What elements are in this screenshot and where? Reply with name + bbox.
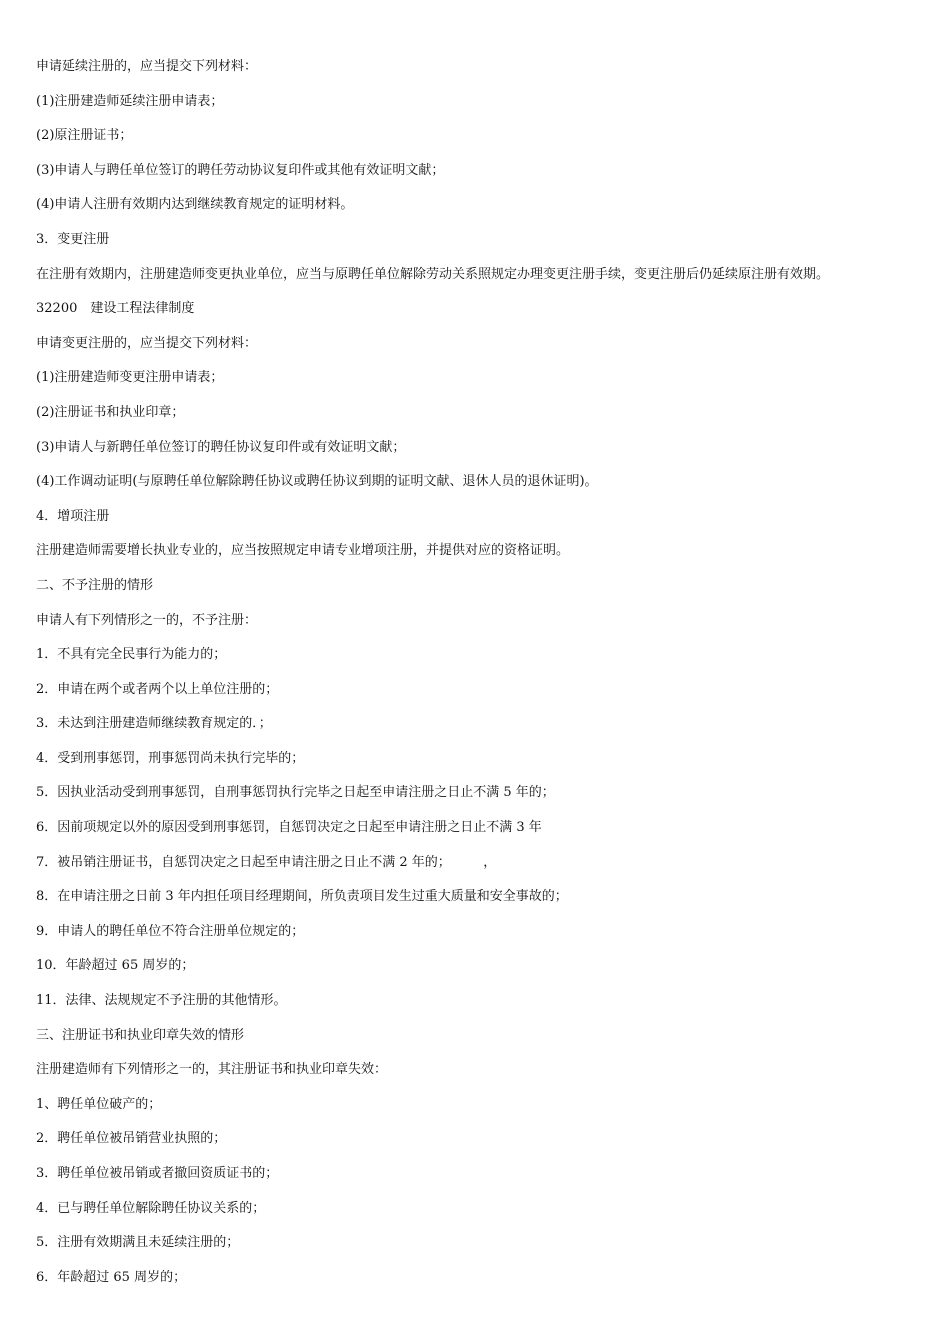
list-item: 2．申请在两个或者两个以上单位注册的； <box>36 681 279 697</box>
paragraph-line: (4)申请人注册有效期内达到继续教育规定的证明材料。 <box>36 197 354 213</box>
section-heading: 三、注册证书和执业印章失效的情形 <box>36 1027 245 1043</box>
list-item: 4．受到刑事惩罚，刑事惩罚尚未执行完毕的； <box>36 750 305 766</box>
list-item: 6．因前项规定以外的原因受到刑事惩罚，自惩罚决定之日起至申请注册之日止不满 3 年 <box>36 820 542 836</box>
paragraph-line: (3)申请人与聘任单位签订的聘任劳动协议复印件或其他有效证明文献； <box>36 162 445 178</box>
list-item: 1、聘任单位破产的； <box>36 1096 162 1112</box>
list-item: 6．年龄超过 65 周岁的； <box>36 1269 187 1285</box>
list-item: 10．年龄超过 65 周岁的； <box>36 958 195 974</box>
list-item: 3．未达到注册建造师继续教育规定的．； <box>36 716 272 732</box>
document-body <box>36 56 926 1301</box>
paragraph-line: (2)原注册证书； <box>36 128 133 144</box>
paragraph-line: 申请变更注册的，应当提交下列材料： <box>36 335 258 351</box>
list-item: 3．聘任单位被吊销或者撤回资质证书的； <box>36 1166 279 1181</box>
paragraph-line: (3)申请人与新聘任单位签订的聘任协议复印件或有效证明文献； <box>36 439 406 455</box>
paragraph-line: 注册建造师有下列情形之一的，其注册证书和执业印章失效： <box>36 1062 388 1078</box>
list-item: 5．注册有效期满且未延续注册的； <box>36 1235 240 1251</box>
section-heading: 4．增项注册 <box>36 508 110 524</box>
list-item: 9．申请人的聘任单位不符合注册单位规定的； <box>36 923 305 939</box>
paragraph-line: 在注册有效期内，注册建造师变更执业单位，应当与原聘任单位解除劳动关系照规定办理变更注册手续，变更注册后仍延续原注册有效期。 <box>36 266 830 282</box>
list-item: 8．在申请注册之日前 3 年内担任项目经理期间，所负责项目发生过重大质量和安全事故的； <box>36 889 568 905</box>
list-item: 2．聘任单位被吊销营业执照的； <box>36 1131 227 1147</box>
paragraph-line: (2)注册证书和执业印章； <box>36 404 185 420</box>
section-heading: 3．变更注册 <box>36 231 110 247</box>
list-item: 5．因执业活动受到刑事惩罚，自刑事惩罚执行完毕之日起至申请注册之日止不满 5 年的； <box>36 785 555 801</box>
paragraph-line: (4)工作调动证明(与原聘任单位解除聘任协议或聘任协议到期的证明文献、退休人员的退休证明)。 <box>36 474 598 490</box>
paragraph-line: (1)注册建造师变更注册申请表； <box>36 370 224 386</box>
list-item: 7．被吊销注册证书，自惩罚决定之日起至申请注册之日止不满 2 年的； ， <box>36 854 497 870</box>
list-item: 1．不具有完全民事行为能力的； <box>36 647 227 663</box>
list-item: 11．法律、法规规定不予注册的其他情形。 <box>36 993 287 1009</box>
paragraph-line: 申请人有下列情形之一的，不予注册： <box>36 612 258 628</box>
paragraph-line: 注册建造师需要增长执业专业的，应当按照规定申请专业增项注册，并提供对应的资格证明。 <box>36 543 570 559</box>
section-heading: 二、不予注册的情形 <box>36 577 154 593</box>
paragraph-line: (1)注册建造师延续注册申请表； <box>36 93 224 109</box>
paragraph-line: 申请延续注册的，应当提交下列材料： <box>36 59 258 74</box>
list-item: 4．已与聘任单位解除聘任协议关系的； <box>36 1200 266 1216</box>
running-header: 32200 建设工程法律制度 <box>36 301 195 317</box>
